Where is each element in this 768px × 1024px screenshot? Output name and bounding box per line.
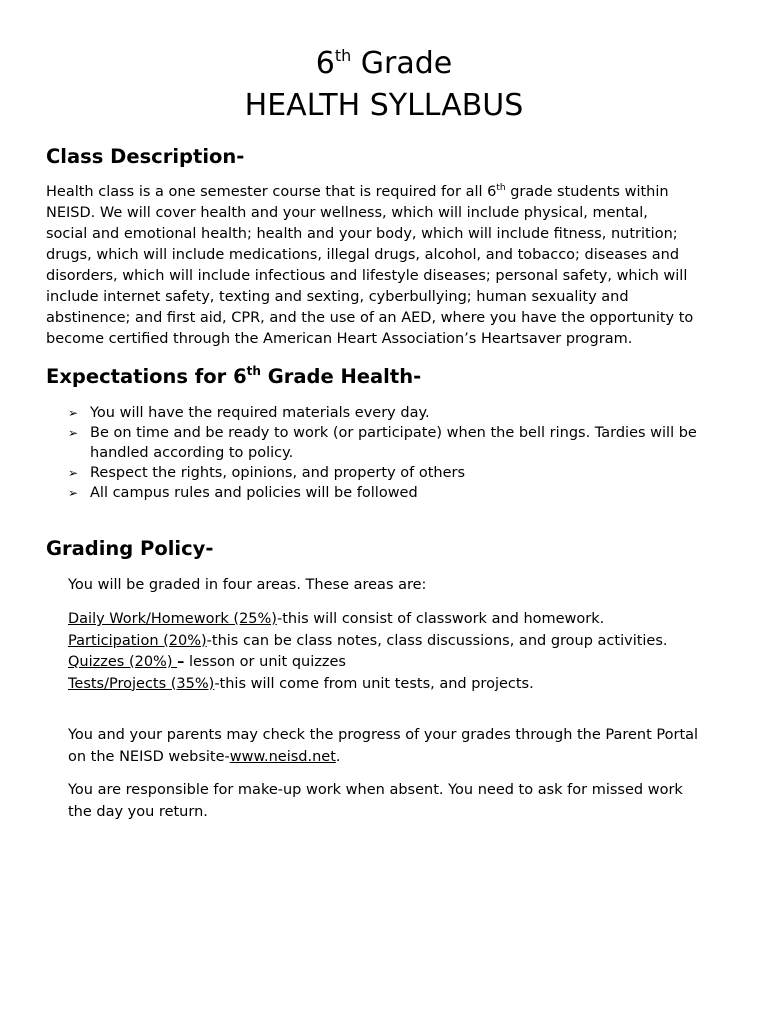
expectations-heading: Expectations for 6th Grade Health- [46,364,422,388]
arrowhead-bullet-icon: ➢ [68,406,79,420]
title-grade-word: Grade [351,46,453,81]
arrowhead-bullet-icon: ➢ [68,426,79,440]
title-superscript: th [334,46,352,65]
title-line-2: HEALTH SYLLABUS [244,88,524,123]
class-description-heading: Class Description- [46,145,245,168]
expectations-list [68,403,718,503]
list-item: ➢ You will have the required materials every day. [68,405,430,421]
class-description-line-5: disorders, which will include infectious and lifestyle diseases; personal safety, which will [46,268,688,284]
class-description-line-4: drugs, which will include medications, illegal drugs, alcohol, and tobacco; diseases and [46,247,680,263]
list-item: ➢ Respect the rights, opinions, and property of others [68,465,466,481]
grading-intro: You will be graded in four areas. These areas are: [68,577,427,593]
list-item: ➢ Be on time and be ready to work (or participate) when the bell rings. Tardies will be handled according to policy. [68,425,697,461]
title-line-1 [0,46,768,82]
title-grade-number: 6 [315,46,335,81]
arrowhead-bullet-icon: ➢ [68,466,79,480]
parent-portal-note: You and your parents may check the progress of your grades through the Parent Portal on the NEISD website-www.neisd.net. [68,727,699,765]
grading-area-tests-projects: Tests/Projects (35%)-this will come from unit tests, and projects. [68,675,534,692]
neisd-website-link[interactable]: www.neisd.net [229,748,336,765]
grading-areas [68,609,668,695]
class-description-paragraph [46,182,736,350]
class-description-line-2: NEISD. We will cover health and your wellness, which will include physical, mental, [46,205,648,221]
grading-area-quizzes: Quizzes (20%) – lesson or unit quizzes [68,654,346,670]
grading-policy-heading: Grading Policy- [46,537,214,560]
arrowhead-bullet-icon: ➢ [68,486,79,500]
makeup-work-note: You are responsible for make-up work when absent. You need to ask for missed work the day you return. [68,782,683,820]
class-description-line-8: become certified through the American Heart Association’s Heartsaver program. [46,331,633,347]
class-description-line-3: social and emotional health; health and your body, which will include fitness, nutrition; [46,226,678,242]
class-description-line-1: Health class is a one semester course that is required for all 6th grade students within [46,183,669,200]
class-description-line-6: include internet safety, texting and sexting, cyberbullying; human sexuality and [46,289,629,305]
grading-area-daily-work: Daily Work/Homework (25%)-this will consist of classwork and homework. [68,611,605,627]
class-description-line-7: abstinence; and first aid, CPR, and the use of an AED, where you have the opportunity to [46,310,694,326]
grading-area-participation: Participation (20%)-this can be class notes, class discussions, and group activities. [68,632,668,649]
list-item: ➢ All campus rules and policies will be followed [68,485,418,501]
